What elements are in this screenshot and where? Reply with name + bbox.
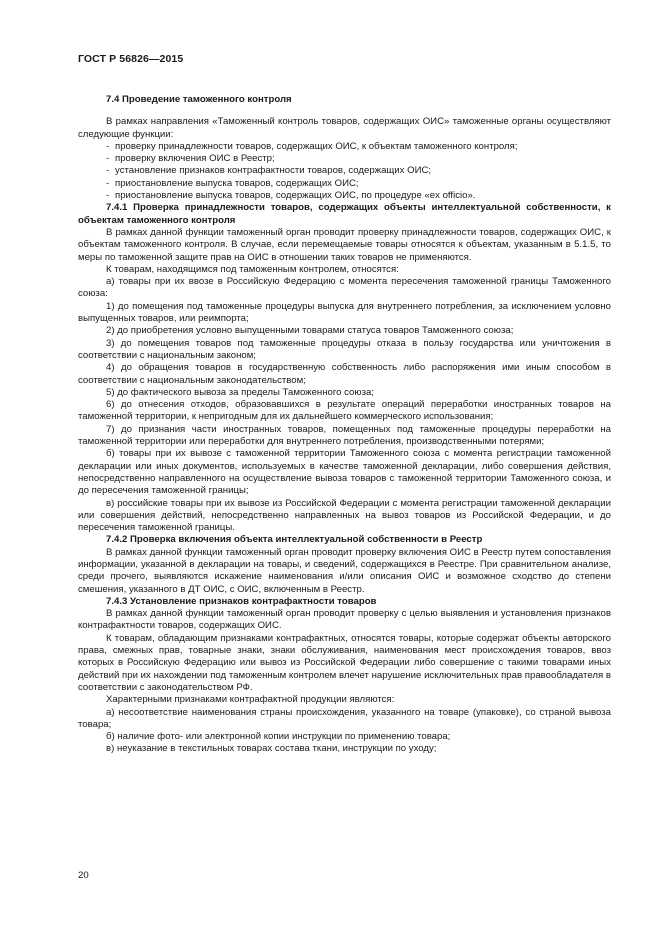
section-7-4-3-title: 7.4.3 Установление признаков контрафактности товаров bbox=[106, 595, 377, 607]
paragraph: Характерными признаками контрафактной продукции являются: bbox=[106, 694, 395, 706]
section-7-4-intro: В рамках направления «Таможенный контроль товаров, содержащих ОИС» таможенные органы осуществляют следующие функции: bbox=[78, 116, 611, 140]
page-number: 20 bbox=[78, 870, 89, 881]
list-item: 2) до приобретения условно выпущенными товарами статуса товаров Таможенного союза; bbox=[106, 325, 514, 337]
list-item: 4) до обращения товаров в государственную собственность либо распоряжения ими иным способом в соответствии с национальным законодательством; bbox=[78, 362, 611, 386]
paragraph: а) товары при их ввозе в Российскую Федерацию с момента пересечения таможенной границы Таможенного союза: bbox=[78, 276, 611, 300]
paragraph: в) российские товары при их вывозе из Российской Федерации с момента регистрации таможенной декларации или совершения действий, непосредственно направленных на вывоз товаров из Российской Федерации, и до пересечения таможенной границы. bbox=[78, 497, 611, 534]
paragraph: В рамках данной функции таможенный орган проводит проверку принадлежности товаров, содержащих ОИС, к объектам таможенного контроля. В случае, если перемещаемые товары относятся к объектам, указанным в 5.1.5, то меры по таможенной защите прав на ОИС в отношении таких товаров не применяются. bbox=[78, 226, 611, 263]
list-item: 5) до фактического вывоза за пределы Таможенного союза; bbox=[106, 386, 374, 398]
section-7-4-1-title: 7.4.1 Проверка принадлежности товаров, содержащих объекты интеллектуальной собственности, к объектам таможенного контроля bbox=[78, 202, 611, 226]
list-item: - проверку включения ОИС в Реестр; bbox=[106, 153, 275, 165]
list-item: 1) до помещения под таможенные процедуры выпуска для внутреннего потребления, за исключением условно выпущенных товаров, или реимпорта; bbox=[78, 300, 611, 325]
list-item: 3) до помещения товаров под таможенные процедуры отказа в пользу государства или уничтожения в соответствии с национальным законом; bbox=[78, 337, 611, 361]
list-item: - приостановление выпуска товаров, содержащих ОИС; bbox=[106, 177, 359, 189]
paragraph: К товарам, находящимся под таможенным контролем, относятся: bbox=[106, 263, 399, 275]
list-item: 7) до признания части иностранных товаров, помещенных под таможенные процедуры переработки на таможенной территории или переработки для внутреннего потребления, производственными потерями; bbox=[78, 423, 611, 448]
list-item: а) несоответствие наименования страны происхождения, указанного на товаре (упаковке), со страной вывоза товара; bbox=[78, 706, 611, 730]
paragraph: б) товары при их вывозе с таможенной территории Таможенного союза с момента регистрации таможенной декларации или иных документов, используемых в качестве таможенной декларации, либо совершения действия, непосредственно направленного на осуществление вывоза товаров с таможенной территории Таможенного союза, и до пересечения таможенной границы; bbox=[78, 448, 611, 497]
functions-list bbox=[78, 141, 611, 202]
list-item: в) неуказание в текстильных товарах состава ткани, инструкции по уходу; bbox=[106, 743, 437, 755]
list-item: 6) до отнесения отходов, образовавшихся в результате операций переработки иностранных товаров на таможенной территории, к непригодным для их дальнейшего коммерческого использования; bbox=[78, 399, 611, 423]
paragraph: В рамках данной функции таможенный орган проводит проверку с целью выявления и установления признаков контрафактности товаров, содержащих ОИС. bbox=[78, 608, 611, 632]
list-item: б) наличие фото- или электронной копии инструкции по применению товара; bbox=[106, 731, 451, 743]
section-7-4-2-title: 7.4.2 Проверка включения объекта интеллектуальной собственности в Реестр bbox=[106, 534, 483, 546]
paragraph: В рамках данной функции таможенный орган проводит проверку включения ОИС в Реестр путем сопоставления информации, указанной в декларации на товары, и сведений, содержащихся в Реестре. При сравнительном анализе, среди прочего, выявляются искажение наименования и/или описания ОИС и возможное сходство до степени смешения, указанного в ДТ ОИС, с ОИС, включенным в Реестр. bbox=[78, 546, 611, 595]
paragraph: К товарам, обладающим признаками контрафактных, относятся товары, которые содержат объекты авторского права, смежных прав, товарные знаки, знаки обслуживания, наименования мест происхождения товаров, ввоз которых в Российскую Федерацию или вывоз из Российской Федерации либо совершение с такими товарами иных действий при их нахождении под таможенным контролем влечет нарушение исключительных прав правообладателя в соответствии с законодательством РФ. bbox=[78, 632, 611, 693]
document-code: ГОСТ Р 56826—2015 bbox=[78, 53, 184, 65]
list-item: - проверку принадлежности товаров, содержащих ОИС, к объектам таможенного контроля; bbox=[106, 140, 518, 152]
list-item: - приостановление выпуска товаров, содержащих ОИС, по процедуре «ex officio». bbox=[106, 190, 476, 202]
list-item: - установление признаков контрафактности товаров, содержащих ОИС; bbox=[106, 165, 432, 177]
section-7-4-title: 7.4 Проведение таможенного контроля bbox=[106, 94, 292, 105]
page-content bbox=[78, 94, 611, 756]
